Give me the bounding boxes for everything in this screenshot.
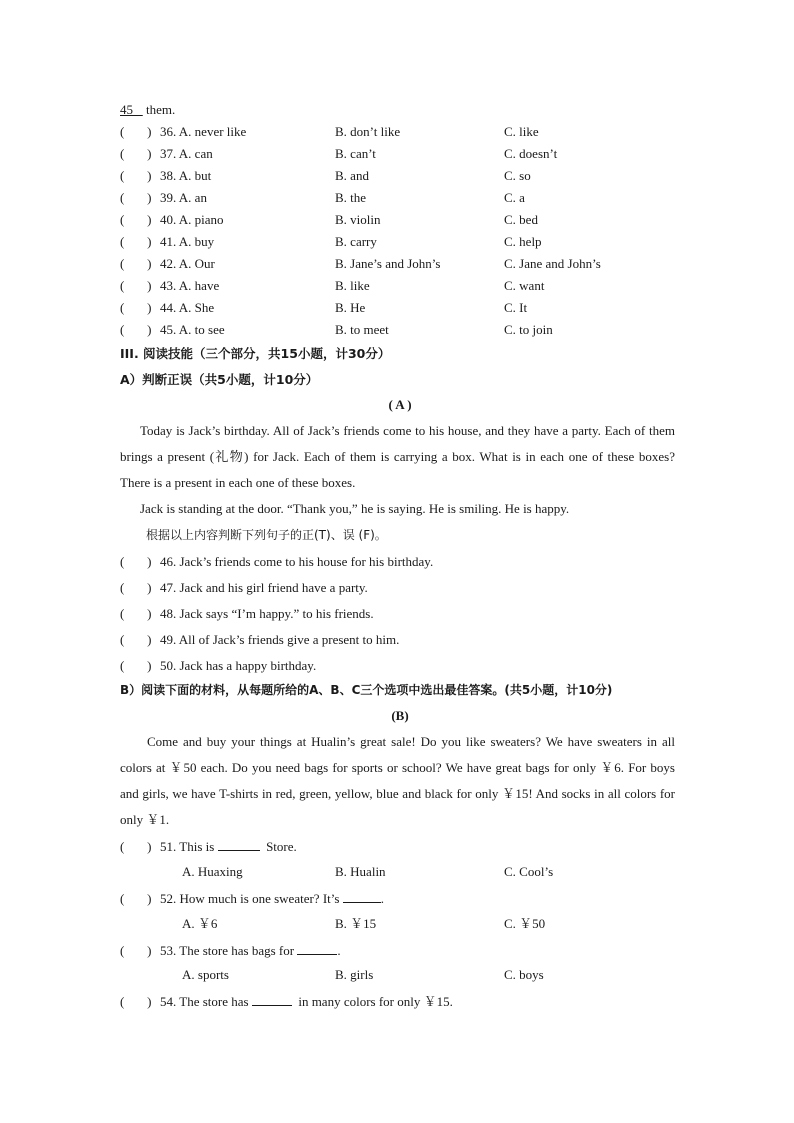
option-a: 40. A. piano	[160, 212, 224, 227]
section-title: III. 阅读技能（三个部分，共15小题，计30分）	[120, 346, 391, 361]
option-a: 39. A. an	[160, 190, 207, 205]
true-false-question: ( ) 49. All of Jack’s friends give a present to him.	[120, 632, 400, 647]
option-c: C. so	[504, 168, 531, 183]
option-b: B. can’t	[335, 146, 376, 161]
continuation-line	[120, 102, 175, 118]
option-a: 45. A. to see	[160, 322, 225, 337]
option-c: C. Jane and John’s	[504, 256, 601, 271]
option-b: B. violin	[335, 212, 381, 227]
option-b: B. like	[335, 278, 370, 293]
passage-a-instruction: 根据以上内容判断下列句子的正(T)、误 (F)。	[146, 528, 387, 542]
true-false-question: ( ) 48. Jack says “I’m happy.” to his friends.	[120, 606, 374, 621]
option-b: B. the	[335, 190, 367, 205]
option-b: B. carry	[335, 234, 377, 249]
option-b: B. don’t like	[335, 124, 401, 139]
option-b: B. and	[335, 168, 369, 183]
option-a: 44. A. She	[160, 300, 215, 315]
option-c: C. want	[504, 278, 545, 293]
passage-a-paragraph-1: Today is Jack’s birthday. All of Jack’s friends come to his house, and they have a party. Each of them brings a present (礼物) for Jack. Each of them is carrying a box. What is in each one of these boxes? There is a present in each one of these boxes.	[120, 423, 675, 490]
option-c: C. bed	[504, 212, 538, 227]
true-false-question: ( ) 50. Jack has a happy birthday.	[120, 658, 317, 673]
answer-blank	[252, 993, 292, 1006]
option-a: 37. A. can	[160, 146, 213, 161]
question-54: ( ) 54. The store has in many colors for only ￥15.	[120, 994, 453, 1009]
question-53: ( ) 53. The store has bags for .	[120, 943, 341, 958]
option-b: B. to meet	[335, 322, 389, 337]
part-b-title: B）阅读下面的材料，从每题所给的A、B、C三个选项中选出最佳答案。(共5小题，计10分)	[120, 683, 613, 697]
option-b: B. Jane’s and John’s	[335, 256, 441, 271]
passage-a-paragraph-2: Jack is standing at the door. “Thank you,” he is saying. He is smiling. He is happy.	[140, 501, 570, 516]
passage-b-label: (B)	[391, 708, 409, 723]
question-52: ( ) 52. How much is one sweater? It’s .	[120, 891, 384, 906]
option-a: 43. A. have	[160, 278, 220, 293]
option-c: C. like	[504, 124, 539, 139]
option-c: C. a	[504, 190, 525, 205]
answer-blank	[343, 890, 381, 903]
option-c: C. help	[504, 234, 542, 249]
option-a: 42. A. Our	[160, 256, 215, 271]
true-false-question: ( ) 46. Jack’s friends come to his house for his birthday.	[120, 554, 434, 569]
option-b: B. He	[335, 300, 366, 315]
option-c: C. It	[504, 300, 528, 315]
option-c: C. doesn’t	[504, 146, 558, 161]
answer-blank	[218, 838, 260, 851]
passage-a-label: ( A )	[388, 397, 412, 412]
option-a: 38. A. but	[160, 168, 212, 183]
option-a: 36. A. never like	[160, 124, 247, 139]
continuation-text: them.	[142, 102, 176, 117]
answer-blank	[297, 942, 337, 955]
question-51: ( ) 51. This is Store.	[120, 839, 297, 854]
option-a: 41. A. buy	[160, 234, 215, 249]
passage-b-paragraph: Come and buy your things at Hualin’s great sale! Do you like sweaters? We have sweaters in all colors at ￥50 each. Do you need bags for sports or school? We have great bags for only ￥6. For boys and girls, we have T-shirts in red, green, yellow, blue and black for only ￥15! And socks in all colors for only ￥1.	[120, 734, 675, 827]
option-c: C. to join	[504, 322, 553, 337]
true-false-question: ( ) 47. Jack and his girl friend have a party.	[120, 580, 368, 595]
blank-number: 45	[120, 102, 133, 117]
part-a-title: A）判断正误（共5小题，计10分）	[120, 372, 319, 387]
